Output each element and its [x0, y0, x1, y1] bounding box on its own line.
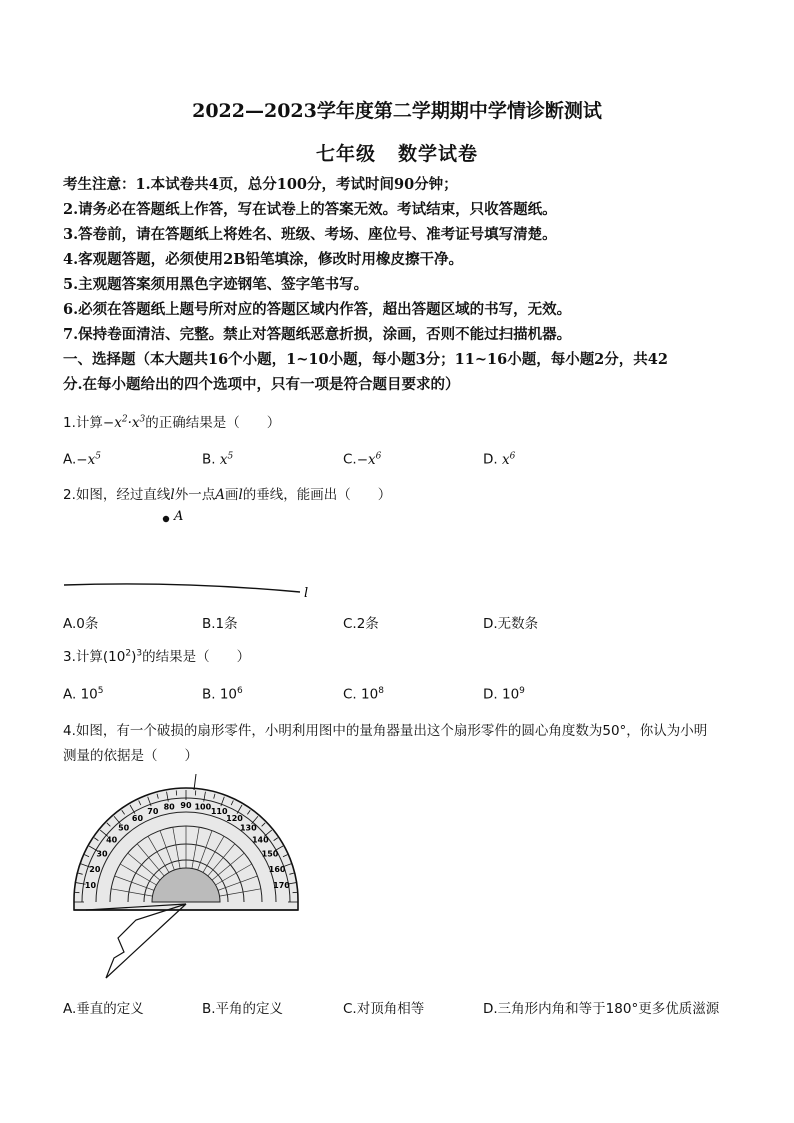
q2-option-a[interactable]: A.0条: [63, 616, 99, 632]
q3-option-d[interactable]: D. $10^9$: [483, 686, 525, 703]
notice-2: 2.请务必在答题纸上作答，写在试卷上的答案无效。考试结束，只收答题纸。: [63, 201, 557, 218]
protractor-label: 40: [106, 835, 118, 845]
line-l-label: l: [304, 586, 309, 601]
protractor-label: 80: [163, 802, 175, 812]
broken-fan-part: [106, 904, 186, 978]
point-a-label: A: [174, 509, 184, 524]
exam-subtitle: [0, 139, 794, 166]
q3-option-b[interactable]: B. $10^6$: [202, 686, 243, 703]
q2-figure: [60, 505, 320, 605]
protractor-label: 150: [261, 849, 279, 859]
q2-option-c[interactable]: C.2条: [343, 616, 379, 632]
protractor-label: 140: [251, 835, 269, 845]
q3-option-a[interactable]: A. $10^5$: [63, 686, 104, 703]
protractor-label: 110: [210, 806, 228, 816]
section-heading-line2: 分.在每小题给出的四个选项中，只有一项是符合题目要求的）: [63, 376, 460, 393]
point-a-dot: [163, 516, 169, 522]
q3-expression: $(10^2)^3$: [102, 648, 143, 665]
q4-option-c[interactable]: C.对顶角相等: [343, 1001, 425, 1017]
protractor-label: 130: [239, 823, 257, 833]
question-2: 2.如图，经过直线l外一点A画l的垂线，能画出（ ）: [63, 487, 392, 503]
question-3: 3.计算$(10^2)^3$的结果是（ ）: [63, 648, 251, 665]
notice-6: 6.必须在答题纸上题号所对应的答题区域内作答，超出答题区域的书写，无效。: [63, 301, 572, 318]
notice-4: 4.客观题答题，必须使用2B铅笔填涂，修改时用橡皮擦干净。: [63, 251, 463, 268]
protractor-label: 70: [147, 806, 159, 816]
protractor-label: 90: [180, 801, 192, 810]
exam-title: 2022—2023学年度第二学期期中学情诊断测试: [192, 100, 602, 122]
protractor-label: 50: [118, 823, 130, 833]
section-heading-line1: 一、选择题（本大题共16个小题，1~10小题，每小题3分；11~16小题，每小题2分，共42: [63, 351, 668, 368]
grade-label: 七年级: [315, 143, 376, 165]
q1-expression: $-x^2\cdot x^3$: [102, 414, 146, 431]
protractor-label: 170: [273, 881, 290, 891]
protractor-scale: [74, 774, 298, 978]
q3-option-c[interactable]: C. $10^8$: [343, 686, 384, 703]
question-1: 1.计算$-x^2\cdot x^3$的正确结果是（ ）: [63, 414, 281, 431]
q2-option-d[interactable]: D.无数条: [483, 616, 539, 632]
question-4-line2: 测量的依据是（ ）: [63, 748, 198, 764]
subject-label: 数学试卷: [398, 143, 479, 165]
q1-option-c[interactable]: $C.-x^6$: [343, 451, 382, 468]
q1-option-d[interactable]: D. $x^6$: [483, 451, 516, 468]
protractor-figure: [66, 770, 306, 990]
protractor-label: 100: [194, 802, 212, 812]
protractor-label: 30: [96, 849, 108, 859]
protractor-label: 120: [226, 813, 243, 823]
q4-option-a[interactable]: A.垂直的定义: [63, 1001, 144, 1017]
q4-option-b[interactable]: B.平角的定义: [202, 1001, 284, 1017]
protractor-label: 60: [131, 813, 144, 823]
notice-1: 考生注意：1.本试卷共4页，总分100分，考试时间90分钟；: [63, 176, 458, 193]
protractor-label: 10: [84, 881, 97, 891]
q4-option-d[interactable]: D.三角形内角和等于180°更多优质滋源: [483, 1001, 720, 1017]
q1-option-b[interactable]: B. $x^5$: [202, 451, 234, 468]
q1-option-a[interactable]: $A.-x^5$: [63, 451, 101, 468]
protractor-label: 20: [89, 864, 101, 874]
question-4-line1: 4.如图，有一个破损的扇形零件，小明利用图中的量角器量出这个扇形零件的圆心角度数为50°，你认为小明: [63, 723, 708, 739]
line-l: [64, 584, 300, 592]
notice-7: 7.保持卷面清洁、完整。禁止对答题纸恶意折损，涂画，否则不能过扫描机器。: [63, 326, 572, 343]
notice-3: 3.答卷前，请在答题纸上将姓名、班级、考场、座位号、准考证号填写清楚。: [63, 226, 557, 243]
protractor-label: 160: [268, 864, 286, 874]
notice-5: 5.主观题答案须用黑色字迹钢笔、签字笔书写。: [63, 276, 369, 293]
q2-option-b[interactable]: B.1条: [202, 616, 238, 632]
